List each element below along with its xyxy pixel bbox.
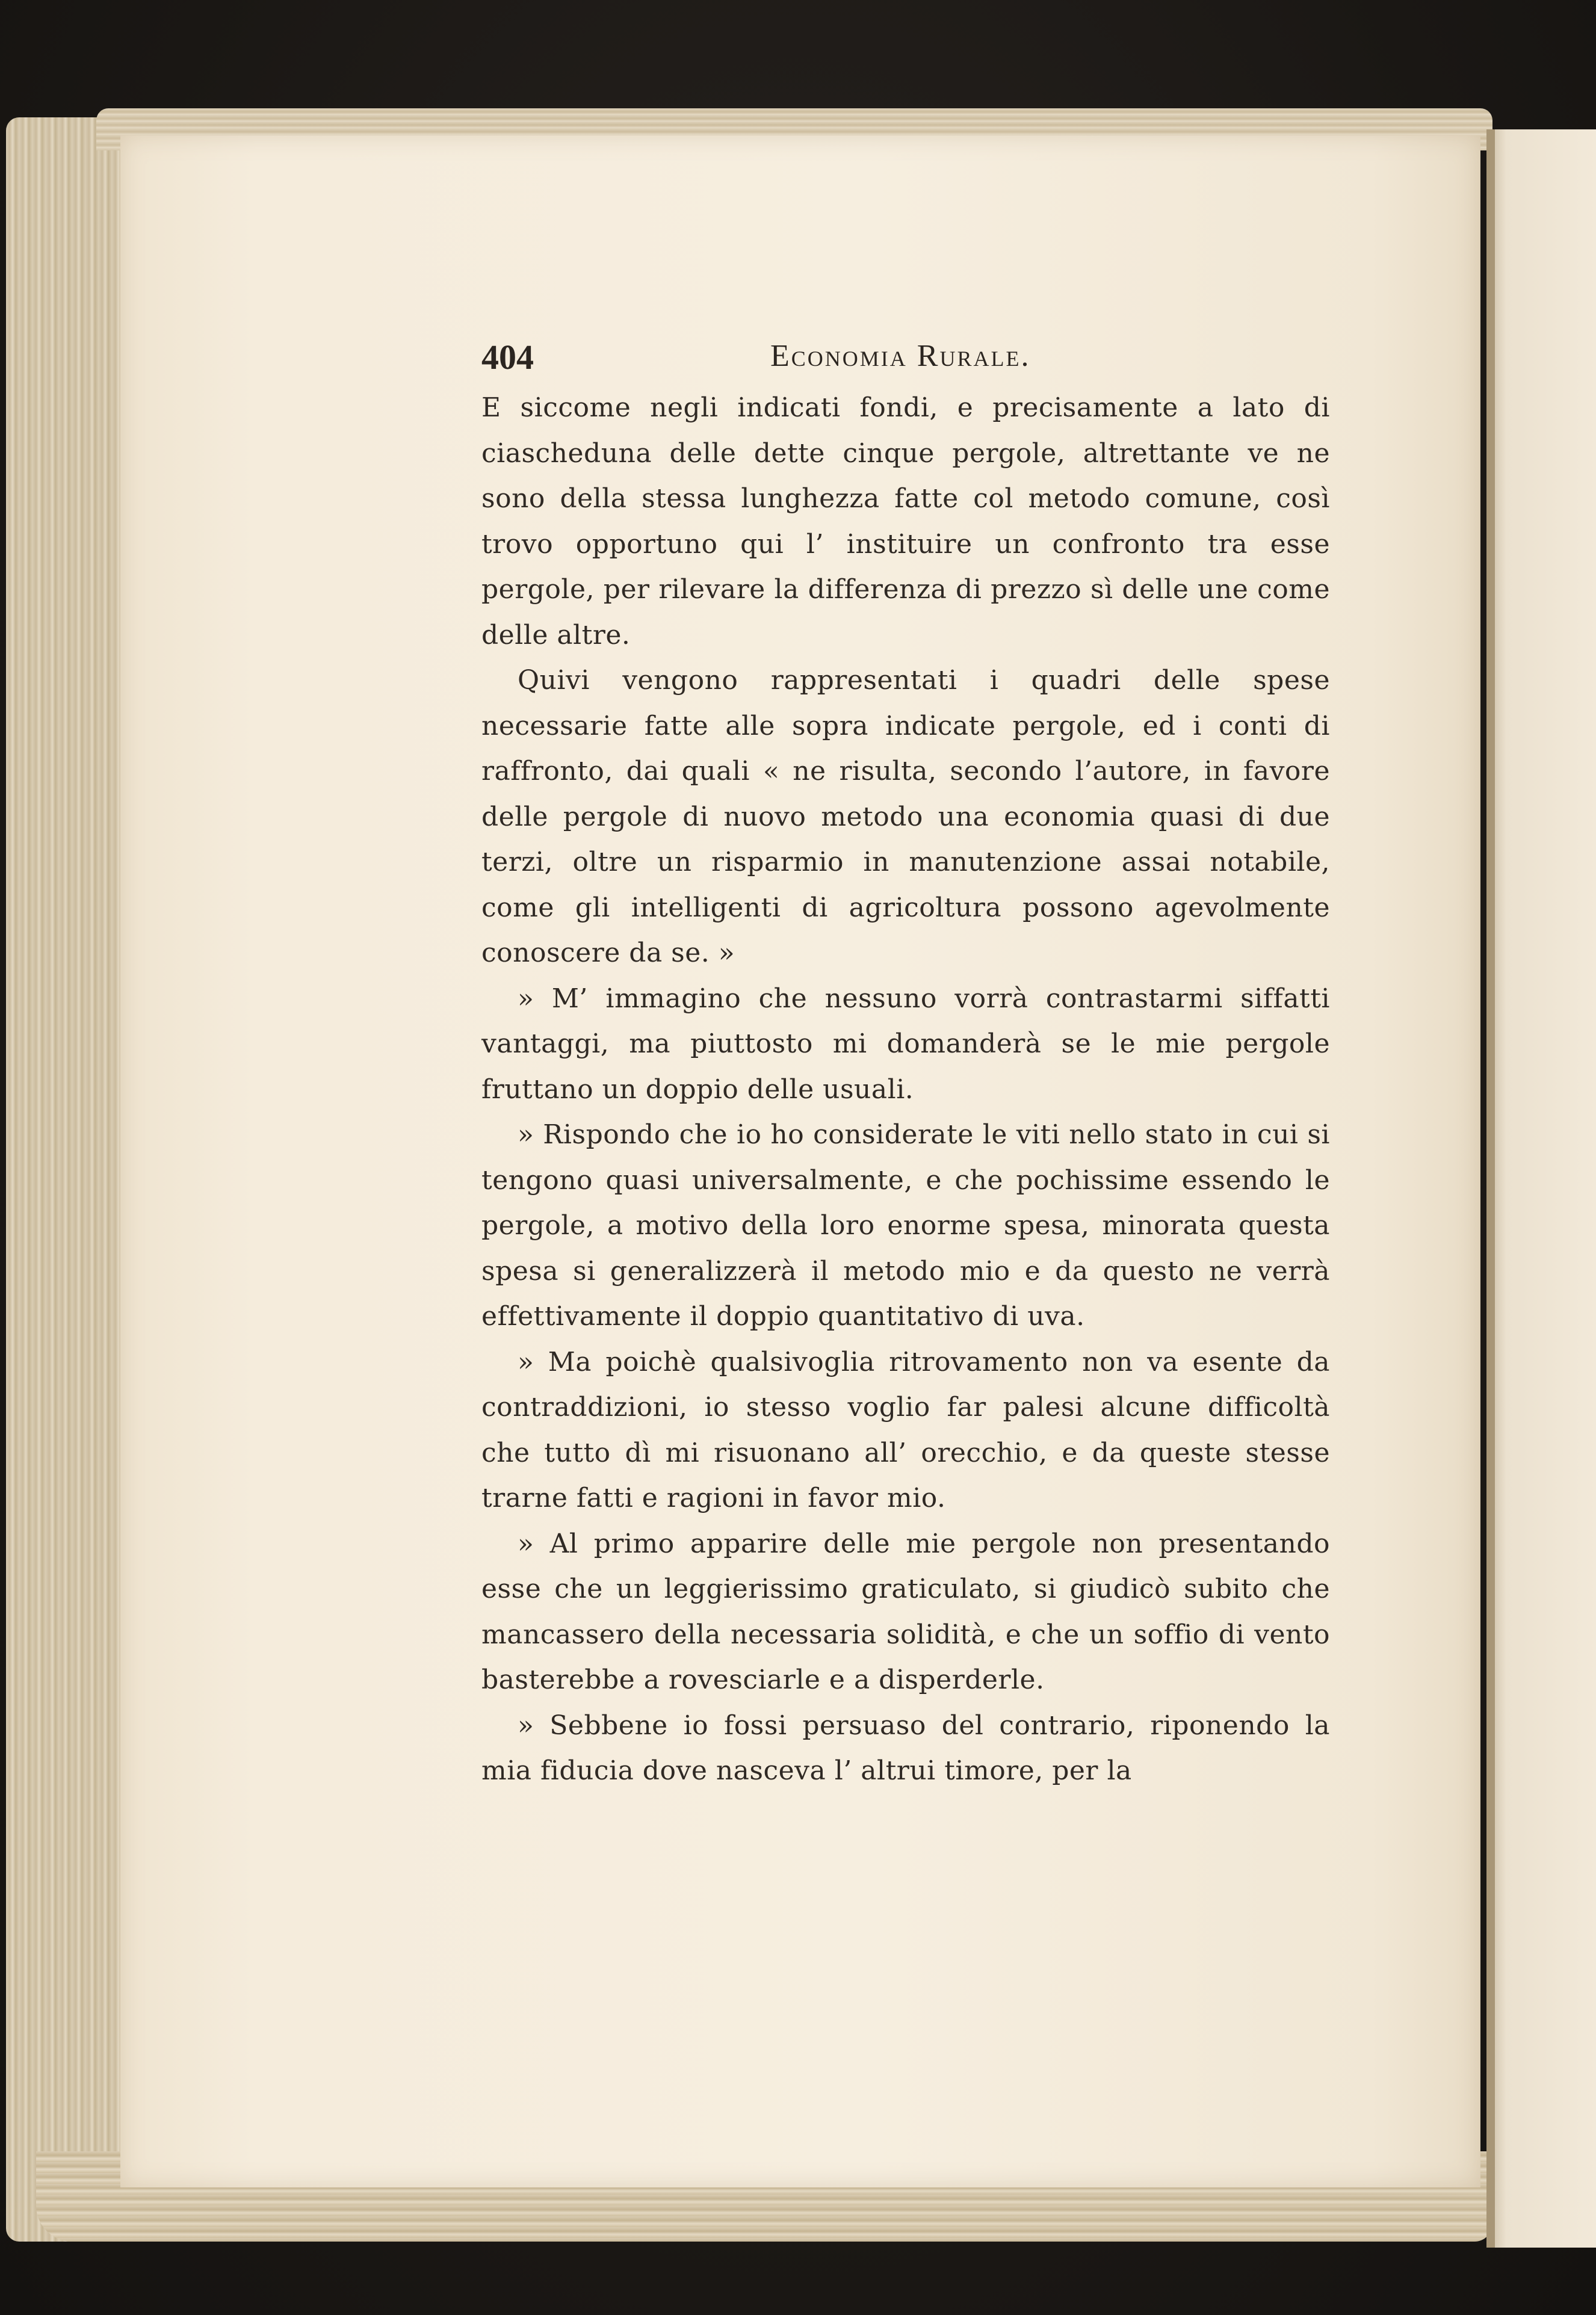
paragraph: Quivi vengono rappresentati i quadri delle spese necessarie fatte alle sopra indicate pergole, ed i conti di raffronto, dai quali « ne risulta, secondo l’autore, in favore delle pergole di nuovo metodo una economia quasi di due terzi, oltre un risparmio in manutenzione assai notabile, come gli intelligenti di agricoltura possono agevolmente conoscere da se. » [481,665,1330,968]
facing-page [1486,129,1596,2248]
running-head [481,337,1330,385]
paragraph: » Sebbene io fossi persuaso del contrario, riponendo la mia fiducia dove nasceva l’ altrui timore, per la [481,1710,1330,1786]
paragraph: » Ma poichè qualsivoglia ritrovamento non va esente da contraddizioni, io stesso voglio far palesi alcune difficoltà che tutto dì mi risuonano all’ orecchio, e da queste stesse trarne fatti e ragioni in favor mio. [481,1346,1330,1513]
page-number: 404 [481,338,534,377]
paragraph: » M’ immagino che nessuno vorrà contrastarmi siffatti vantaggi, ma piuttosto mi domanderà se le mie pergole fruttano un doppio delle usuali. [481,983,1330,1105]
paragraph: E siccome negli indicati fondi, e precisamente a lato di ciascheduna delle dette cinque pergole, altrettante ve ne sono della stessa lunghezza fatte col metodo comune, così trovo opportuno qui l’ instituire un confronto tra esse pergole, per rilevare la differenza di prezzo sì delle une come delle altre. [481,392,1330,651]
paragraph: » Rispondo che io ho considerate le viti nello stato in cui si tengono quasi universalmente, e che pochissime essendo le pergole, a motivo della loro enorme spesa, minorata questa spesa si generalizzerà il metodo mio e da questo ne verrà effettivamente il doppio quantitativo di uva. [481,1119,1330,1332]
paragraph: » Al primo apparire delle mie pergole non presentando esse che un leggierissimo graticulato, si giudicò subito che mancassero della necessaria solidità, e che un soffio di vento basterebbe a rovesciarle e a disperderle. [481,1528,1330,1695]
text-block [481,337,1330,1794]
running-title: Economia Rurale. [770,339,1031,373]
